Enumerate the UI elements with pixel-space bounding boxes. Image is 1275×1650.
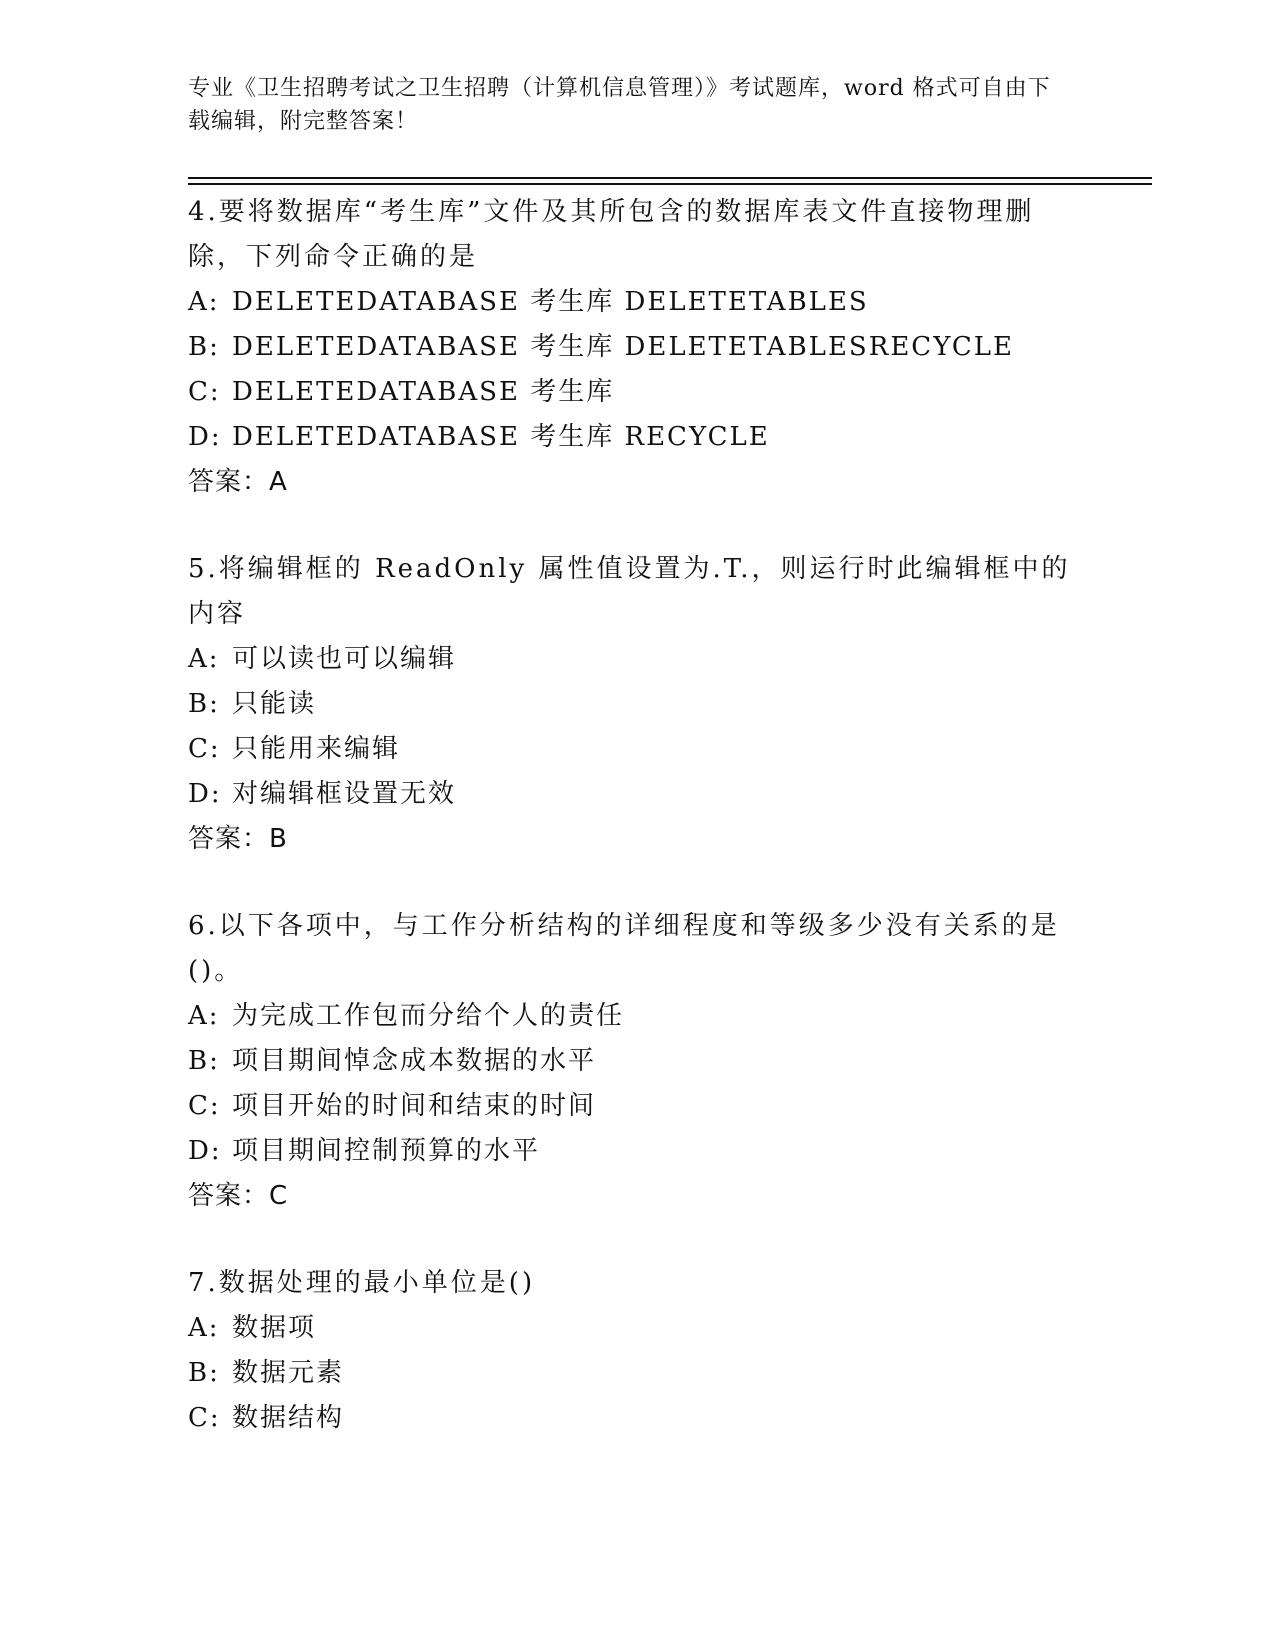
question-7	[188, 1261, 1088, 1441]
option-text: 只能读	[232, 689, 317, 719]
option-text: 数据元素	[232, 1358, 345, 1388]
option-b	[188, 682, 1088, 727]
option-letter: D:	[188, 1136, 222, 1166]
question-stem: 6.以下各项中，与工作分析结构的详细程度和等级多少没有关系的是()。	[188, 911, 1060, 986]
option-letter: C:	[188, 734, 221, 764]
option-letter: C:	[188, 1403, 221, 1433]
question-stem: 7.数据处理的最小单位是()	[188, 1268, 536, 1298]
option-text: 为完成工作包而分给个人的责任	[232, 1001, 625, 1031]
option-text: 只能用来编辑	[232, 734, 401, 764]
option-c	[188, 370, 1088, 415]
question-6	[188, 904, 1088, 1219]
option-text: 项目期间悼念成本数据的水平	[232, 1046, 597, 1076]
answer-line: 答案：C	[188, 1181, 289, 1211]
header-divider-top	[188, 177, 1152, 179]
option-b	[188, 1039, 1088, 1084]
answer-line: 答案：A	[188, 467, 288, 497]
option-c	[188, 1084, 1088, 1129]
option-letter: D:	[188, 779, 222, 809]
option-a	[188, 1306, 1088, 1351]
option-letter: B:	[188, 689, 220, 719]
option-text: DELETEDATABASE 考生库 DELETETABLES	[232, 287, 869, 317]
header-divider-bottom	[188, 183, 1152, 185]
option-c	[188, 727, 1088, 772]
option-text: 项目开始的时间和结束的时间	[232, 1091, 597, 1121]
option-b	[188, 1351, 1088, 1396]
option-text: 数据项	[232, 1313, 317, 1343]
option-d	[188, 415, 1088, 460]
question-stem: 5.将编辑框的 ReadOnly 属性值设置为.T.，则运行时此编辑框中的内容	[188, 554, 1071, 629]
option-text: 对编辑框设置无效	[232, 779, 457, 809]
option-letter: A:	[188, 644, 220, 674]
option-letter: D:	[188, 422, 222, 452]
question-5	[188, 547, 1088, 862]
option-letter: A:	[188, 287, 220, 317]
option-text: DELETEDATABASE 考生库	[232, 377, 615, 407]
option-text: 数据结构	[232, 1403, 345, 1433]
document-header: 专业《卫生招聘考试之卫生招聘（计算机信息管理）》考试题库，word 格式可自由下载编辑，附完整答案！	[188, 76, 1051, 134]
option-letter: B:	[188, 332, 220, 362]
option-letter: C:	[188, 377, 221, 407]
question-4	[188, 190, 1088, 505]
option-b	[188, 325, 1088, 370]
question-stem: 4.要将数据库“考生库”文件及其所包含的数据库表文件直接物理删除，下列命令正确的是	[188, 197, 1035, 272]
option-letter: C:	[188, 1091, 221, 1121]
option-a	[188, 637, 1088, 682]
option-letter: A:	[188, 1001, 220, 1031]
answer-line: 答案：B	[188, 824, 288, 854]
option-d	[188, 772, 1088, 817]
option-text: 可以读也可以编辑	[232, 644, 457, 674]
option-a	[188, 994, 1088, 1039]
option-text: DELETEDATABASE 考生库 DELETETABLESRECYCLE	[232, 332, 1015, 362]
option-text: DELETEDATABASE 考生库 RECYCLE	[232, 422, 770, 452]
option-letter: B:	[188, 1046, 220, 1076]
question-list	[188, 190, 1088, 1483]
option-a	[188, 280, 1088, 325]
option-letter: B:	[188, 1358, 220, 1388]
option-text: 项目期间控制预算的水平	[232, 1136, 541, 1166]
option-c	[188, 1396, 1088, 1441]
option-d	[188, 1129, 1088, 1174]
option-letter: A:	[188, 1313, 220, 1343]
